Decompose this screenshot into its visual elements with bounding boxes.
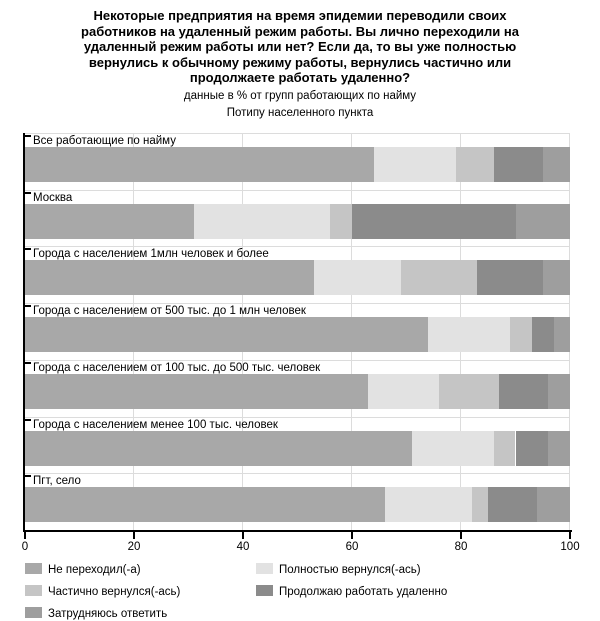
x-axis-tick (569, 532, 571, 539)
bar-segment (456, 147, 494, 182)
legend-label: Продолжаю работать удаленно (279, 586, 448, 598)
stacked-bar (25, 317, 570, 352)
bar-row (25, 303, 570, 360)
legend-item (256, 585, 447, 599)
bar-segment (368, 374, 439, 409)
x-tick-label: 0 (21, 541, 29, 553)
bar-segment (510, 317, 532, 352)
x-tick-label: 20 (127, 541, 141, 553)
bar-segment (25, 487, 385, 522)
category-label: Города с населением менее 100 тыс. человек (33, 418, 278, 431)
bar-segment (488, 487, 537, 522)
bar-row (25, 473, 570, 530)
bar-segment (472, 487, 488, 522)
x-tick-label: 80 (454, 541, 468, 553)
y-axis-tick (25, 135, 31, 137)
category-label: Города с населением 1млн человек и более (33, 248, 269, 261)
y-axis-tick (25, 419, 31, 421)
bar-segment (385, 487, 472, 522)
bar-segment (554, 317, 570, 352)
bar-segment (25, 147, 374, 182)
bar-segment (25, 431, 412, 466)
gridline-horizontal (25, 360, 570, 361)
bar-row (25, 417, 570, 474)
bar-segment (330, 204, 352, 239)
bar-segment (477, 260, 542, 295)
stacked-bar (25, 431, 570, 466)
y-axis-tick (25, 362, 31, 364)
gridline-horizontal (25, 303, 570, 304)
bar-row (25, 246, 570, 303)
legend-label: Полностью вернулся(-ась) (279, 564, 421, 576)
y-axis-tick (25, 192, 31, 194)
bar-segment (401, 260, 477, 295)
bar-segment (543, 147, 570, 182)
bar-segment (352, 204, 516, 239)
legend-swatch (25, 563, 42, 574)
gridline-horizontal (25, 190, 570, 191)
stacked-bar (25, 147, 570, 182)
category-label: Города с населением от 500 тыс. до 1 млн человек (33, 305, 306, 318)
legend-item (256, 563, 421, 577)
bar-row (25, 360, 570, 417)
bar-segment (548, 374, 570, 409)
category-label: Все работающие по найму (33, 135, 176, 147)
bar-segment (194, 204, 330, 239)
x-axis-tick (24, 532, 26, 539)
legend-swatch (256, 563, 273, 574)
legend-item (25, 585, 180, 599)
bar-segment (494, 431, 516, 466)
bar-segment (25, 317, 428, 352)
legend-swatch (256, 585, 273, 596)
plot-area (25, 133, 570, 530)
bar-segment (516, 431, 549, 466)
y-axis-tick (25, 475, 31, 477)
x-axis-tick (242, 532, 244, 539)
chart-subtitle-data: данные в % от групп работающих по найму (183, 90, 417, 102)
bar-row (25, 190, 570, 247)
bar-segment (494, 147, 543, 182)
bar-segment (374, 147, 456, 182)
y-axis-tick (25, 305, 31, 307)
x-tick-label: 40 (236, 541, 250, 553)
legend-label: Не переходил(-а) (48, 564, 141, 576)
legend-swatch (25, 607, 42, 618)
legend-label: Затрудняюсь ответить (48, 608, 168, 620)
stacked-bar (25, 260, 570, 295)
chart-subtitle-group: Потипу населенного пункта (226, 107, 374, 119)
stacked-bar (25, 204, 570, 239)
bar-segment (25, 374, 368, 409)
bar-segment (532, 317, 554, 352)
bar-segment (548, 431, 570, 466)
bar-segment (25, 260, 314, 295)
legend-swatch (25, 585, 42, 596)
gridline-horizontal (25, 417, 570, 418)
bar-segment (537, 487, 570, 522)
bar-segment (314, 260, 401, 295)
stacked-bar (25, 487, 570, 522)
x-axis-tick (133, 532, 135, 539)
stacked-bar (25, 374, 570, 409)
y-axis-tick (25, 248, 31, 250)
x-tick-label: 60 (345, 541, 359, 553)
legend-item (25, 563, 141, 577)
bar-segment (25, 204, 194, 239)
bar-row (25, 133, 570, 190)
bar-segment (428, 317, 510, 352)
category-label: Города с населением от 100 тыс. до 500 тыс. человек (33, 361, 321, 374)
x-axis-line (23, 530, 572, 532)
x-axis-tick (460, 532, 462, 539)
bar-segment (499, 374, 548, 409)
x-tick-label: 100 (560, 541, 580, 553)
category-label: Москва (33, 191, 73, 204)
category-label: Пгт, село (33, 475, 81, 488)
gridline-horizontal (25, 133, 570, 134)
y-axis-line (23, 133, 25, 532)
bar-segment (439, 374, 499, 409)
legend-label: Частично вернулся(-ась) (48, 586, 181, 598)
bar-segment (543, 260, 570, 295)
bar-segment (516, 204, 571, 239)
x-axis-tick (351, 532, 353, 539)
chart-title: Некоторые предприятия на время эпидемии переводили своих работников на удаленный режим работы. Вы лично переходили на удаленный режим работы или нет? Если да, то вы уже полностью вернулись к обычному режиму работы, вернулись частично или продолжаете работать удаленно? (81, 8, 519, 85)
legend-item (25, 607, 167, 621)
gridline-horizontal (25, 246, 570, 247)
gridline-horizontal (25, 473, 570, 474)
legend (0, 563, 600, 621)
bar-segment (412, 431, 494, 466)
